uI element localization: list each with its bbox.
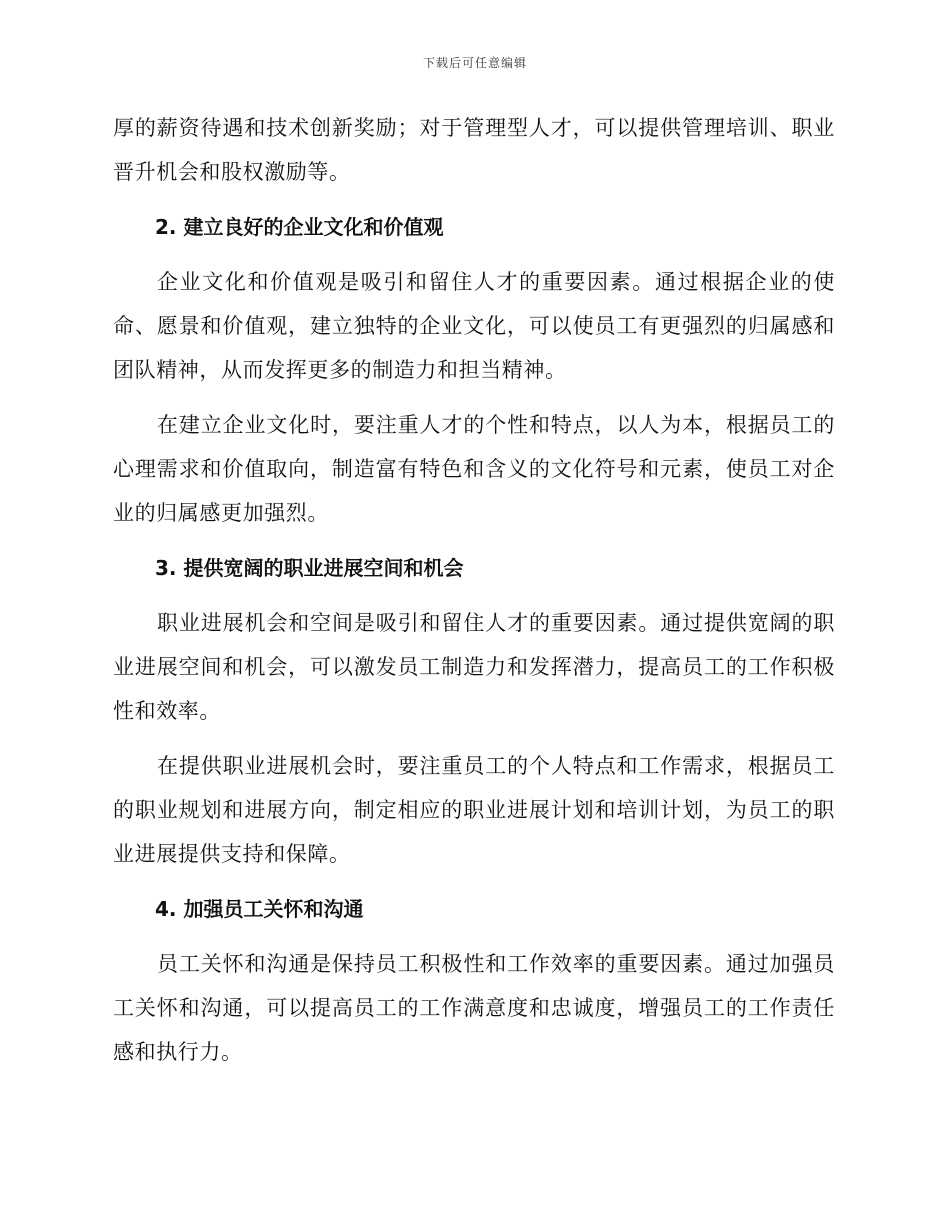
section-4-paragraph-1: 员工关怀和沟通是保持员工积极性和工作效率的重要因素。通过加强员工关怀和沟通，可以提高员工的工作满意度和忠诚度，增强员工的工作责任感和执行力。 xyxy=(113,952,835,1064)
document-body xyxy=(113,106,835,1085)
page-header: 下载后可任意编辑 xyxy=(422,56,527,70)
section-2-paragraph-1: 企业文化和价值观是吸引和留住人才的重要因素。通过根据企业的使命、愿景和价值观，建立独特的企业文化，可以使员工有更强烈的归属感和团队精神，从而发挥更多的制造力和担当精神。 xyxy=(113,270,835,382)
intro-paragraph: 厚的薪资待遇和技术创新奖励；对于管理型人才，可以提供管理培训、职业晋升机会和股权激励等。 xyxy=(113,116,835,184)
section-heading-2: 2. 建立良好的企业文化和价值观 xyxy=(155,215,444,239)
section-3-paragraph-1: 职业进展机会和空间是吸引和留住人才的重要因素。通过提供宽阔的职业进展空间和机会，可以激发员工制造力和发挥潜力，提高员工的工作积极性和效率。 xyxy=(113,611,835,723)
section-heading-3: 3. 提供宽阔的职业进展空间和机会 xyxy=(155,556,464,580)
section-2-paragraph-2: 在建立企业文化时，要注重人才的个性和特点，以人为本，根据员工的心理需求和价值取向，制造富有特色和含义的文化符号和元素，使员工对企业的归属感更加强烈。 xyxy=(113,413,835,525)
section-3-paragraph-2: 在提供职业进展机会时，要注重员工的个人特点和工作需求，根据员工的职业规划和进展方向，制定相应的职业进展计划和培训计划，为员工的职业进展提供支持和保障。 xyxy=(113,754,835,866)
section-heading-4: 4. 加强员工关怀和沟通 xyxy=(155,897,364,921)
